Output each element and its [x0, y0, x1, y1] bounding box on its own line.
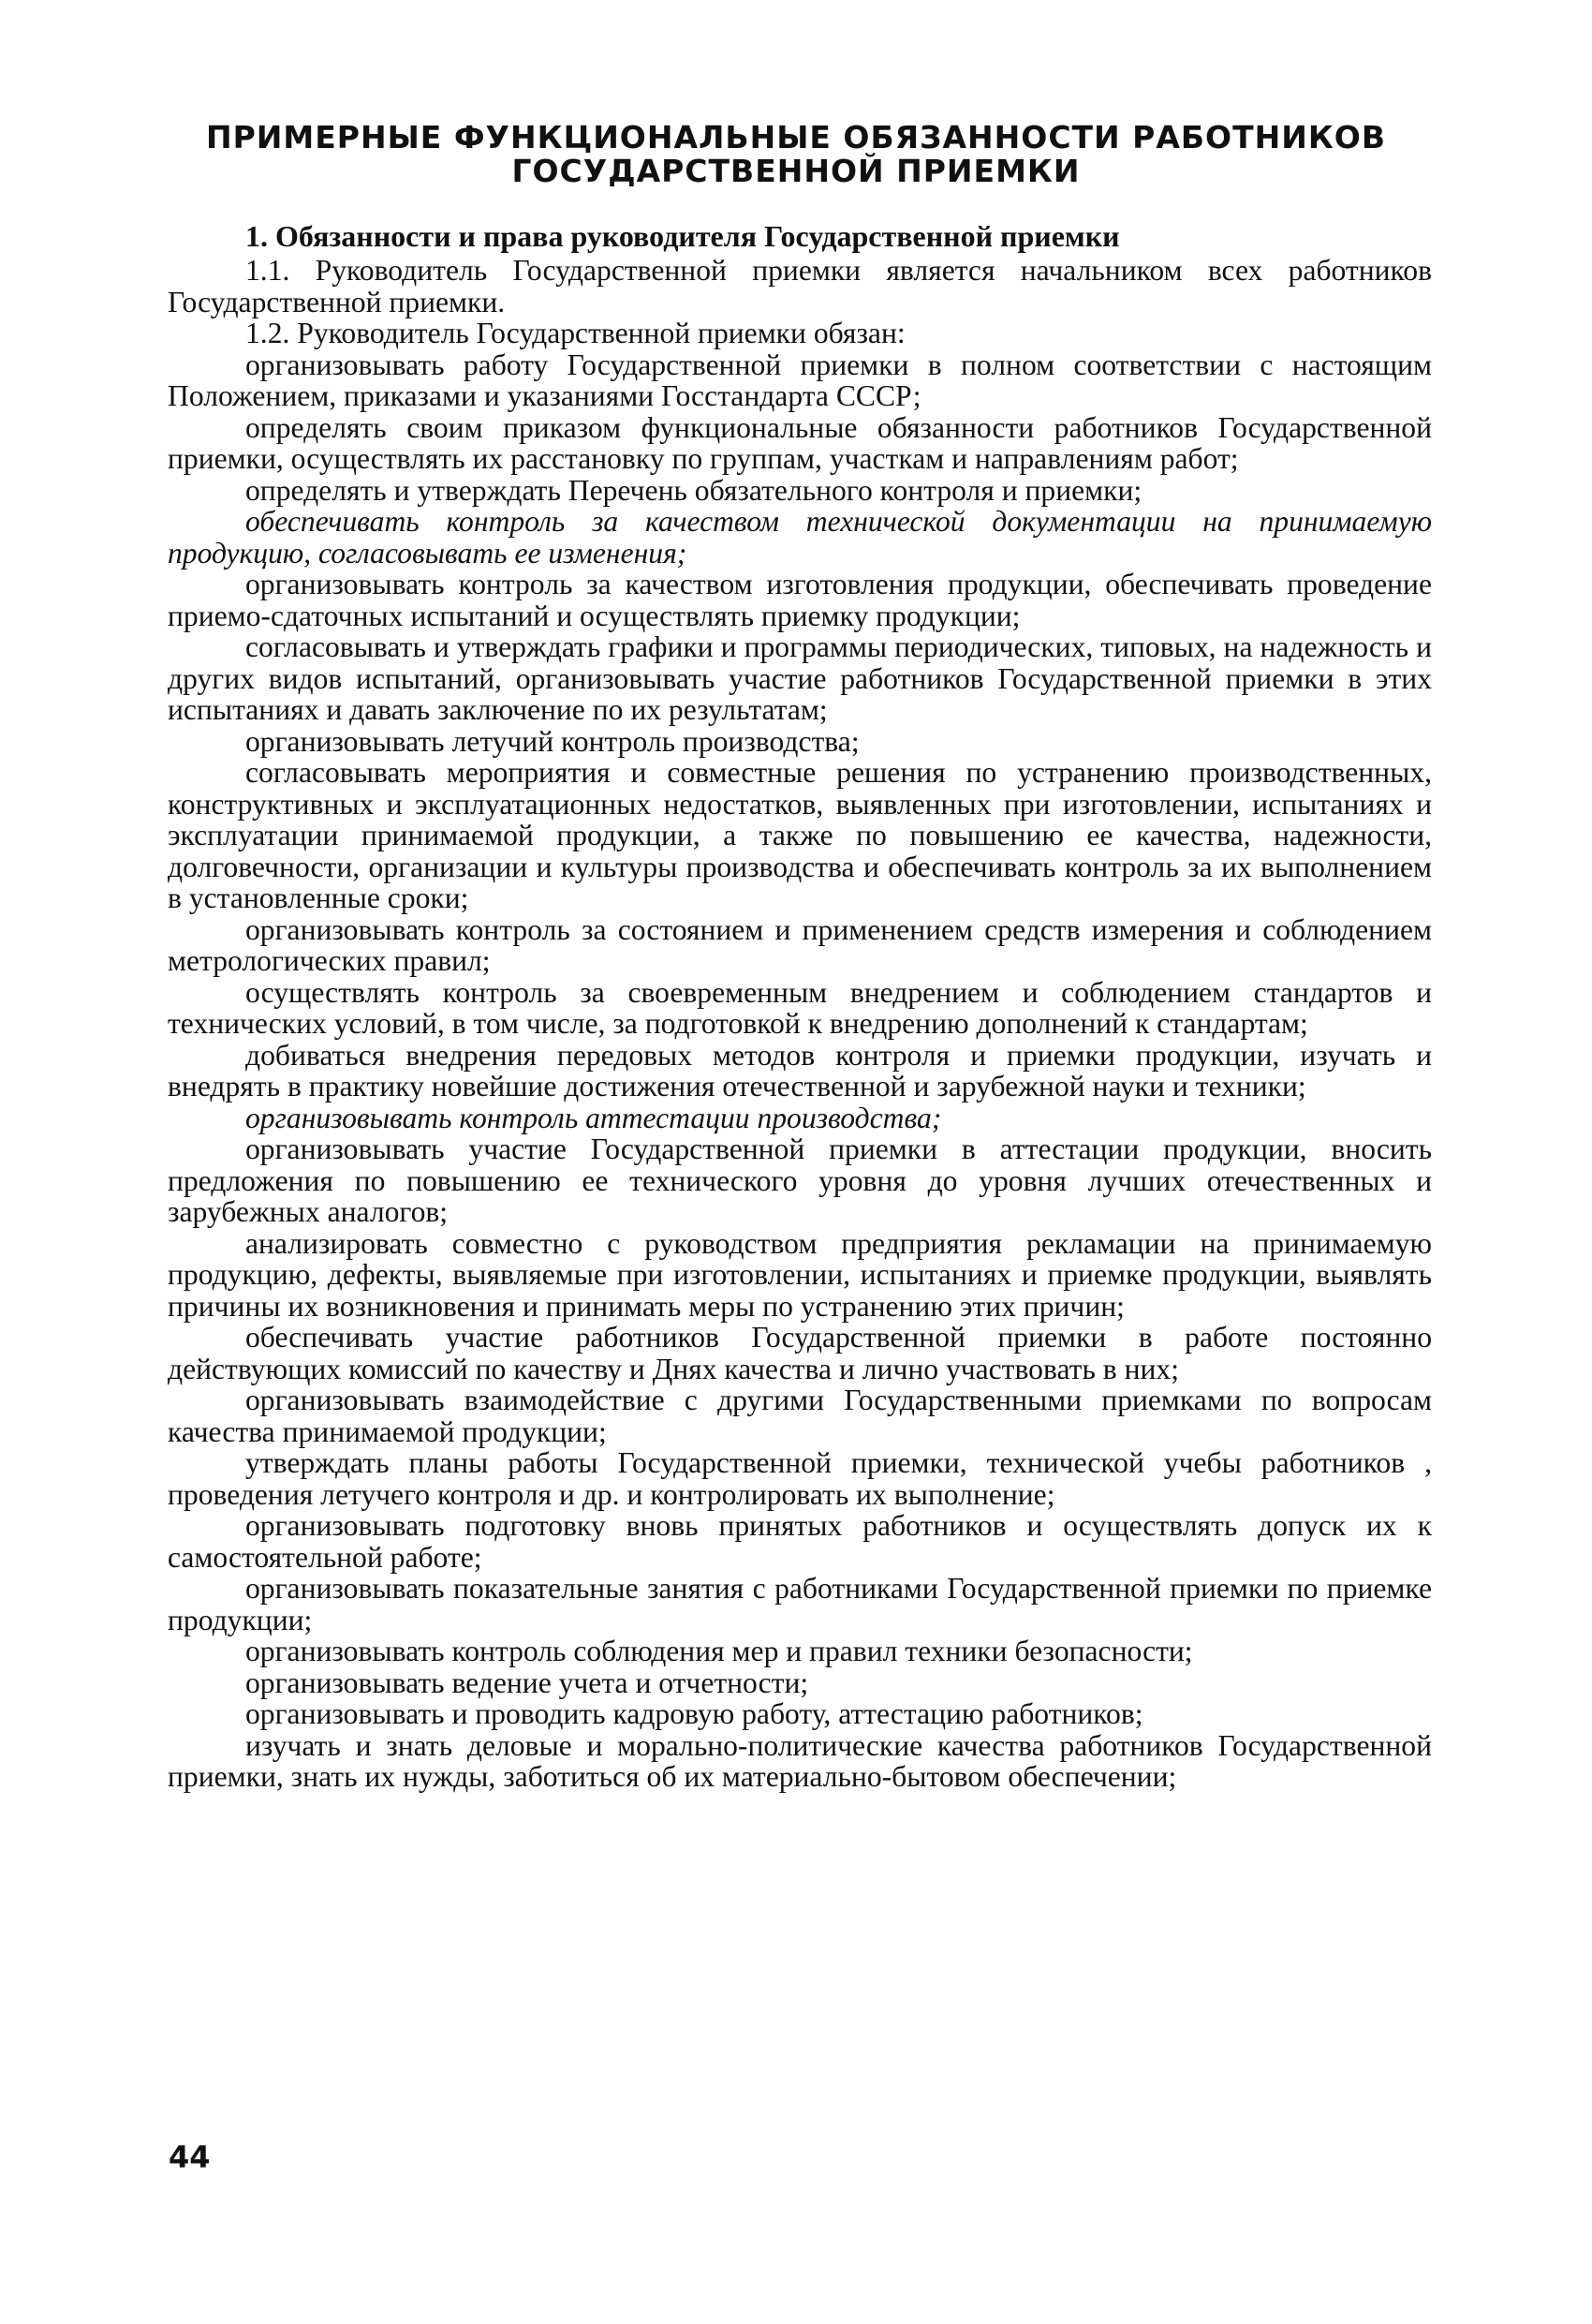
duty-item: согласовывать и утверждать графики и программы периодических, типовых, на надежность и других видов испытаний, организовывать участие работников Государственной приемки в этих испытаниях и давать заключение по их результатам; — [168, 630, 1432, 726]
duty-item: организовывать показательные занятия с работниками Государственной приемки по приемке продукции; — [168, 1572, 1432, 1636]
duty-item: организовывать взаимодействие с другими Государственными приемками по вопросам качества принимаемой продукции; — [168, 1384, 1432, 1448]
duty-item: организовывать участие Государственной приемки в аттестации продукции, вносить предложения по повышению ее технического уровня до уровня лучших отечественных и зарубежных аналогов; — [168, 1132, 1432, 1228]
body-text — [168, 255, 1432, 1793]
duty-item: анализировать совместно с руководством предприятия рекламации на принимаемую продукцию, дефекты, выявляемые при изготовлении, испытаниях и приемке продукции, выявлять причины их возникновения и принимать меры по устранению этих причин; — [168, 1226, 1432, 1323]
page-number: 44 — [169, 2139, 211, 2175]
duty-item: добиваться внедрения передовых методов контроля и приемки продукции, изучать и внедрять в практику новейшие достижения отечественной и зарубежной науки и техники; — [168, 1038, 1432, 1103]
document-title-line-2: ГОСУДАРСТВЕННОЙ ПРИЕМКИ — [511, 153, 1081, 189]
duty-item: согласовывать мероприятия и совместные решения по устранению производственных, конструктивных и эксплуатационных недостатков, выявленных при изготовлении, испытаниях и эксплуатации принимаемой продукции, а также по повышению ее качества, надежности, долговечности, организации и культуры производства и обеспечивать контроль за их выполнением в установленные сроки; — [168, 756, 1432, 914]
duty-item: организовывать и проводить кадровую работу, аттестацию работников; — [245, 1697, 1143, 1730]
duty-item: изучать и знать деловые и морально-политические качества работников Государственной приемки, знать их нужды, заботиться об их материально-бытовом обеспечении; — [168, 1728, 1432, 1793]
duty-item: обеспечивать участие работников Государственной приемки в работе постоянно действующих комиссий по качеству и Днях качества и лично участвовать в них; — [168, 1321, 1432, 1385]
document-title-line-1: ПРИМЕРНЫЕ ФУНКЦИОНАЛЬНЫЕ ОБЯЗАННОСТИ РАБОТНИКОВ — [205, 119, 1387, 155]
duty-item: организовывать контроль соблюдения мер и правил техники безопасности; — [245, 1635, 1193, 1667]
paragraph-1-2: 1.2. Руководитель Государственной приемки обязан: — [245, 317, 906, 349]
duty-item: обеспечивать контроль за качеством технической документации на принимаемую продукцию, согласовывать ее изменения; — [168, 505, 1432, 570]
duty-item: организовывать контроль за состоянием и применением средств измерения и соблюдением метрологических правил; — [168, 912, 1432, 977]
duty-item: организовывать контроль аттестации производства; — [245, 1101, 942, 1134]
duty-item: организовывать летучий контроль производства; — [245, 724, 860, 758]
paragraph-1-1: 1.1. Руководитель Государственной приемки является начальником всех работников Государственной приемки. — [168, 254, 1432, 318]
duty-item: организовывать ведение учета и отчетности; — [245, 1665, 809, 1699]
section-heading: 1. Обязанности и права руководителя Государственной приемки — [245, 219, 1120, 253]
duty-item: организовывать подготовку вновь принятых работников и осуществлять допуск их к самостоятельной работе; — [168, 1509, 1432, 1574]
duty-item: утверждать планы работы Государственной приемки, технической учебы работников , проведения летучего контроля и др. и контролировать их выполнение; — [168, 1446, 1432, 1511]
duty-item: осуществлять контроль за своевременным внедрением и соблюдением стандартов и технических условий, в том числе, за подготовкой к внедрению дополнений к стандартам; — [168, 975, 1432, 1040]
duty-item: организовывать контроль за качеством изготовления продукции, обеспечивать проведение приемо-сдаточных испытаний и осуществлять приемку продукции; — [168, 568, 1432, 632]
duty-item: определять своим приказом функциональные обязанности работников Государственной приемки, осуществлять их расстановку по группам, участкам и направлениям работ; — [168, 410, 1432, 475]
duty-item: организовывать работу Государственной приемки в полном соответствии с настоящим Положением, приказами и указаниями Госстандарта СССР; — [168, 348, 1432, 412]
duty-item: определять и утверждать Перечень обязательного контроля и приемки; — [245, 473, 1142, 507]
